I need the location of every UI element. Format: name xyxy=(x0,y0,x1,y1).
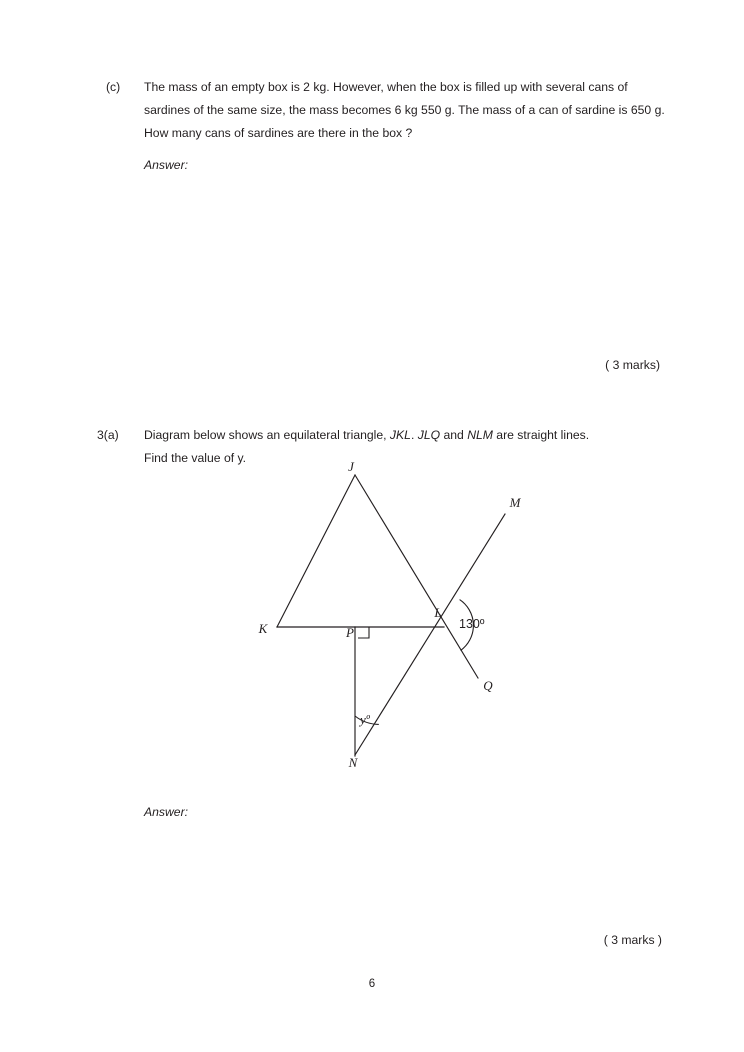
question-3a-label: 3(a) xyxy=(97,428,119,442)
vertex-label-q: Q xyxy=(483,678,493,693)
question-3a-body xyxy=(144,424,672,470)
question-3a-line-nlm: NLM xyxy=(467,428,493,442)
question-3a-text-line1 xyxy=(144,424,672,447)
question-c-body xyxy=(144,76,672,145)
vertex-label-p: P xyxy=(346,625,354,640)
angle-arc-130 xyxy=(460,600,474,651)
vertex-label-l: L xyxy=(434,605,442,620)
question-3a-text-part1: Diagram below shows an equilateral triangle, xyxy=(144,428,390,442)
question-3a-answer-label: Answer: xyxy=(144,805,189,819)
question-3a-line-jlq: JLQ xyxy=(417,428,441,442)
question-c-marks: ( 3 marks) xyxy=(605,358,660,372)
vertex-label-k: K xyxy=(258,621,268,636)
angle-label-y: yº xyxy=(360,712,370,727)
page-number: 6 xyxy=(368,978,376,990)
line-jlq xyxy=(355,475,478,678)
question-c-block xyxy=(106,76,672,145)
question-c-answer-label: Answer: xyxy=(144,158,189,172)
right-angle-icon xyxy=(358,627,369,638)
vertex-label-j: J xyxy=(348,459,354,474)
question-3a-block xyxy=(97,424,672,470)
line-nlm xyxy=(355,514,505,755)
angle-arc-y xyxy=(355,716,379,724)
question-c-text: The mass of an empty box is 2 kg. However, when the box is filled up with several cans of sardines of the same size, the mass becomes 6 kg 550 g. The mass of a can of sardine is 650 g. How many cans of sardines are there in the box ? xyxy=(144,80,665,140)
question-3a-triangle-name: JKL xyxy=(389,428,411,442)
angle-label-130: 130º xyxy=(459,617,485,631)
vertex-label-n: N xyxy=(348,755,358,770)
question-c-label: (c) xyxy=(106,80,121,94)
question-3a-marks: ( 3 marks ) xyxy=(603,933,662,947)
segment-jk xyxy=(277,475,355,627)
question-3a-text-part2: . xyxy=(410,428,418,442)
question-3a-text-line2: Find the value of y. xyxy=(144,451,247,465)
question-3a-text-part3: and xyxy=(440,428,468,442)
vertex-label-m: M xyxy=(509,495,521,510)
question-3a-text-part4: are straight lines. xyxy=(492,428,590,442)
